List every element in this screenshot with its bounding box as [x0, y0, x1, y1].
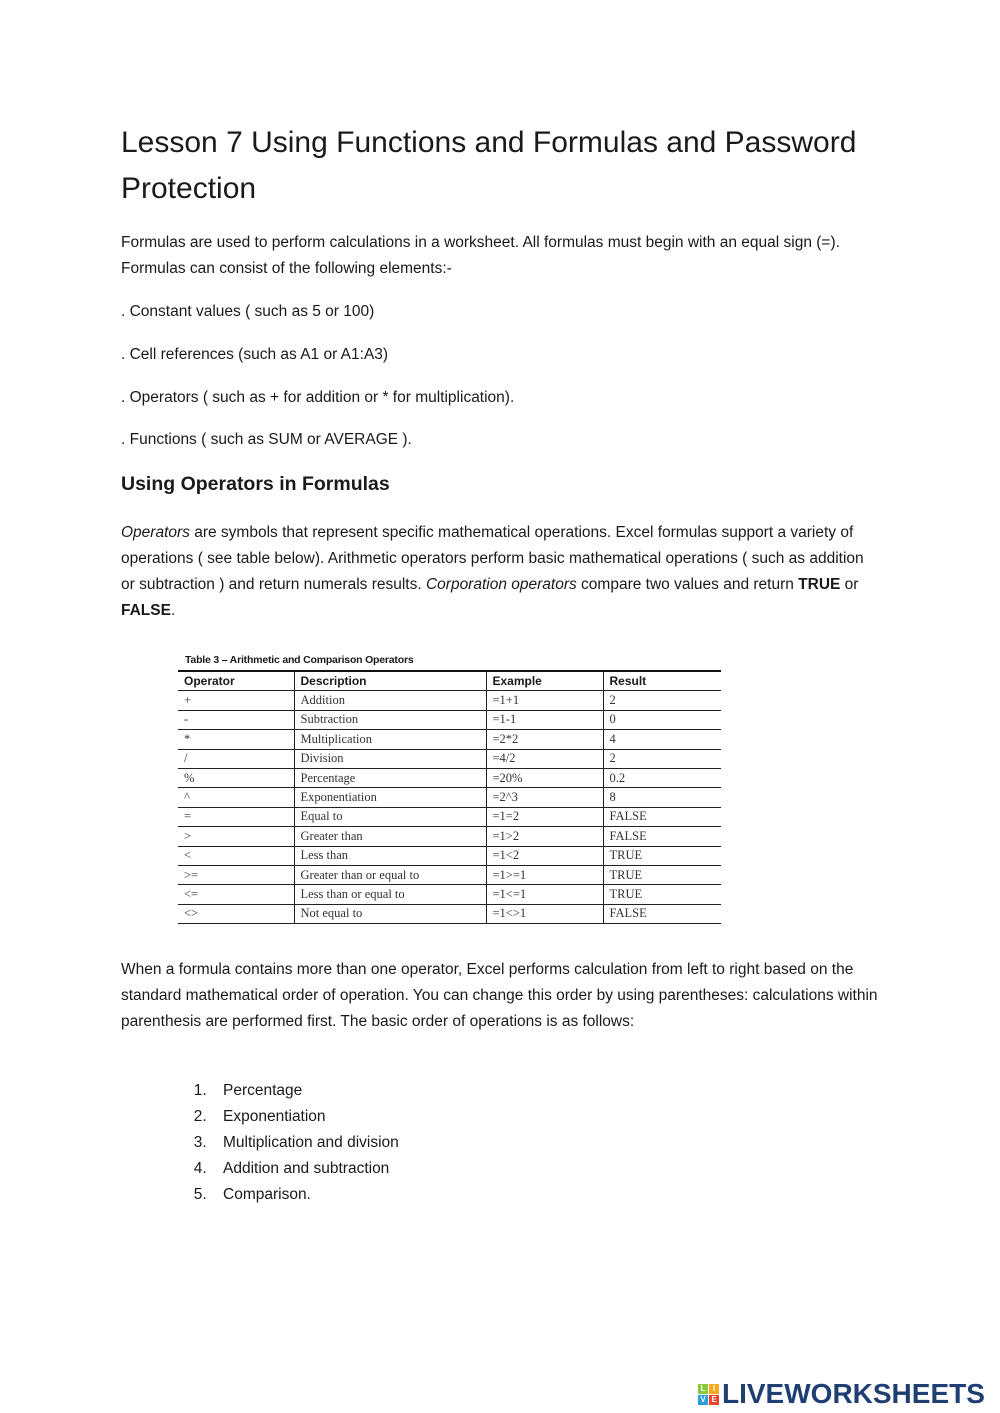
table-cell: %	[178, 768, 294, 787]
table-cell: Equal to	[294, 807, 486, 826]
table-cell: 0.2	[603, 768, 721, 787]
table-row	[178, 730, 721, 749]
table-cell: <=	[178, 885, 294, 904]
header-cell: Example	[486, 671, 603, 691]
table-cell: =2*2	[486, 730, 603, 749]
table-cell: /	[178, 749, 294, 768]
table-cell: =1>=1	[486, 865, 603, 884]
element-item: . Operators ( such as + for addition or * for multiplication).	[121, 389, 515, 406]
table-cell: TRUE	[603, 865, 721, 884]
list-item: 5. Comparison.	[211, 1182, 399, 1208]
table-cell: <	[178, 846, 294, 865]
table-row	[178, 788, 721, 807]
table-cell: =4/2	[486, 749, 603, 768]
table-cell: =1<2	[486, 846, 603, 865]
text: or	[840, 576, 859, 593]
table-cell: >=	[178, 865, 294, 884]
table-cell: >	[178, 827, 294, 846]
table-row	[178, 768, 721, 787]
list-item: 2. Exponentiation	[211, 1104, 399, 1130]
intro-paragraph: Formulas are used to perform calculations in a worksheet. All formulas must begin with an equal sign (=). Formulas can consist of the following elements:-	[121, 234, 840, 277]
table-cell: TRUE	[603, 885, 721, 904]
table-cell: 4	[603, 730, 721, 749]
table-cell: FALSE	[603, 807, 721, 826]
element-item: . Constant values ( such as 5 or 100)	[121, 303, 375, 320]
liveworksheets-logo	[698, 1378, 985, 1410]
table-row	[178, 885, 721, 904]
page-title: Lesson 7 Using Functions and Formulas and Password Protection	[121, 126, 857, 205]
header-cell: Result	[603, 671, 721, 691]
table-cell: =1=2	[486, 807, 603, 826]
table-cell: -	[178, 710, 294, 729]
table-row	[178, 827, 721, 846]
operators-paragraph	[121, 520, 881, 624]
table-row	[178, 865, 721, 884]
table-cell: =	[178, 807, 294, 826]
list-item: 3. Multiplication and division	[211, 1130, 399, 1156]
header-cell: Description	[294, 671, 486, 691]
table-cell: 8	[603, 788, 721, 807]
element-item: . Functions ( such as SUM or AVERAGE ).	[121, 431, 412, 448]
text: .	[170, 602, 176, 619]
table-cell: =1+1	[486, 691, 603, 710]
table-cell: Division	[294, 749, 486, 768]
table-row	[178, 846, 721, 865]
table-cell: 2	[603, 749, 721, 768]
table-cell: Percentage	[294, 768, 486, 787]
bold-text: TRUE	[798, 576, 841, 593]
order-list	[121, 1078, 399, 1208]
section-heading: Using Operators in Formulas	[121, 473, 390, 495]
table-cell: =1<=1	[486, 885, 603, 904]
table-cell: TRUE	[603, 846, 721, 865]
table-cell: 0	[603, 710, 721, 729]
text: compare two values and return	[576, 576, 799, 593]
table-cell: Exponentiation	[294, 788, 486, 807]
table-cell: Greater than	[294, 827, 486, 846]
table-row	[178, 691, 721, 710]
emphasis: Operators	[121, 524, 190, 541]
table-cell: =20%	[486, 768, 603, 787]
list-item: 1. Percentage	[211, 1078, 399, 1104]
header-cell: Operator	[178, 671, 294, 691]
element-item: . Cell references (such as A1 or A1:A3)	[121, 346, 389, 363]
emphasis: Corporation operators	[425, 576, 577, 593]
table-cell: *	[178, 730, 294, 749]
text: are symbols that represent specific mathematical operations. Excel formulas support a variety of operations ( see table below). Arithmetic operators perform basic mathematical operations ( such as addition or subtraction ) and return numerals results.	[121, 524, 864, 593]
bold-text: FALSE	[121, 602, 171, 619]
table-cell: Not equal to	[294, 904, 486, 923]
table-cell: Subtraction	[294, 710, 486, 729]
table-cell: =2^3	[486, 788, 603, 807]
table-row	[178, 904, 721, 923]
table-cell: =1-1	[486, 710, 603, 729]
table-row	[178, 807, 721, 826]
table-caption: Table 3 – Arithmetic and Comparison Operators	[185, 654, 414, 666]
table-cell: Greater than or equal to	[294, 865, 486, 884]
table-header-row	[178, 671, 721, 691]
table-cell: Addition	[294, 691, 486, 710]
table-cell: =1<>1	[486, 904, 603, 923]
table-cell: FALSE	[603, 904, 721, 923]
operators-table	[178, 670, 721, 924]
table-cell: =1>2	[486, 827, 603, 846]
logo-tile: E	[709, 1395, 719, 1405]
table-row	[178, 749, 721, 768]
table-cell: FALSE	[603, 827, 721, 846]
table-cell: +	[178, 691, 294, 710]
table-cell: ^	[178, 788, 294, 807]
logo-tile: V	[698, 1395, 708, 1405]
logo-tile: L	[698, 1384, 708, 1394]
table-cell: Less than or equal to	[294, 885, 486, 904]
table-row	[178, 710, 721, 729]
logo-text: LIVEWORKSHEETS	[722, 1378, 985, 1409]
logo-tile: I	[709, 1384, 719, 1394]
order-paragraph: When a formula contains more than one operator, Excel performs calculation from left to right based on the standard mathematical order of operation. You can change this order by using parentheses: calculations within parenthesis are performed first. The basic order of operations is as follows:	[121, 961, 878, 1030]
table-cell: <>	[178, 904, 294, 923]
logo-tiles-icon	[698, 1384, 719, 1405]
table-cell: Multiplication	[294, 730, 486, 749]
table-cell: Less than	[294, 846, 486, 865]
table-cell: 2	[603, 691, 721, 710]
list-item: 4. Addition and subtraction	[211, 1156, 399, 1182]
